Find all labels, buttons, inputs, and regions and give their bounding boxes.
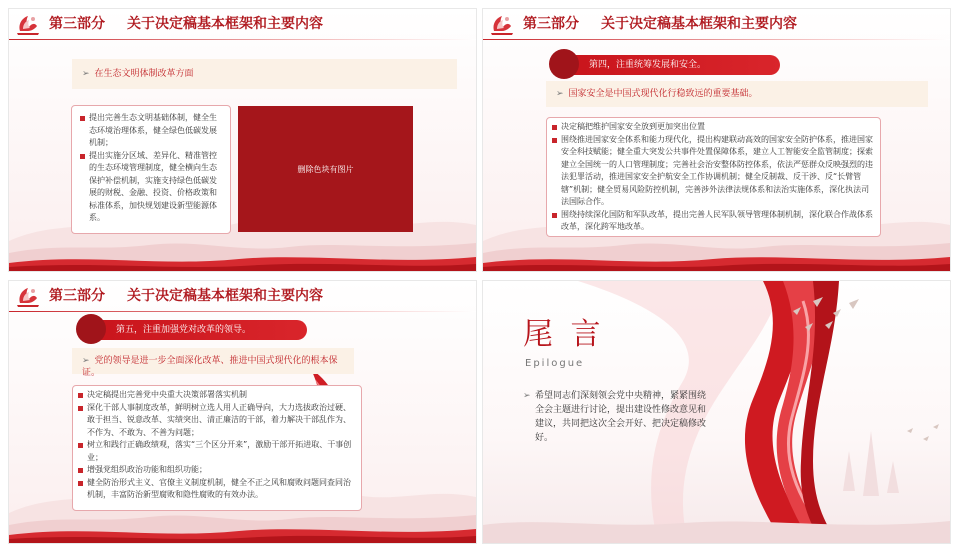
slide-header — [9, 9, 476, 39]
bullet-item: 提出完善生态文明基础体制，健全生态环境治理体系，健全绿色低碳发展机制； — [80, 112, 224, 150]
bullet-box — [71, 105, 231, 234]
header-topic: 关于决定稿基本框架和主要内容 — [127, 16, 323, 32]
note-bar — [546, 81, 928, 107]
header-title — [49, 287, 323, 305]
note-text: 党的领导是进一步全面深化改革、推进中国式现代化的根本保证。 — [82, 356, 338, 378]
slide-security[interactable] — [483, 9, 950, 271]
section-pill — [553, 55, 780, 75]
slide-header — [483, 9, 950, 39]
arrow-icon: ➢ — [556, 89, 564, 99]
bullet-box — [72, 385, 362, 511]
note-text: 在生态文明体制改革方面 — [94, 69, 194, 79]
bullet-item: 健全防治形式主义、官僚主义制度机制，健全不正之风和腐败问题同查同治机制，丰富防治新型腐败和隐性腐败的有效办法。 — [78, 477, 356, 502]
party-logo-icon — [14, 284, 42, 308]
section-pill — [80, 320, 307, 340]
header-divider — [483, 39, 950, 40]
header-part-label: 第三部分 — [523, 16, 579, 32]
bullet-item: 增强党组织政治功能和组织功能； — [78, 464, 356, 477]
monument-badge-icon — [549, 49, 579, 79]
birds-icon — [903, 421, 943, 451]
header-title — [523, 15, 797, 33]
header-divider — [9, 39, 476, 40]
slide-epilogue[interactable] — [483, 281, 950, 543]
bullet-box — [546, 117, 881, 237]
bullet-item: 提出实施分区域、差异化、精准管控的生态环境管理制度，健全横向生态保护补偿机制，实施支持绿色低碳发展的财税、金融、投资、价格政策和标准体系，加快规划建设新型能源体系。 — [80, 150, 224, 225]
bullet-item: 决定稿提出完善党中央重大决策部署落实机制 — [78, 389, 356, 402]
epilogue-body — [523, 389, 706, 445]
slide-leadership[interactable] — [9, 281, 476, 543]
party-logo-icon — [488, 12, 516, 36]
monument-badge-icon — [76, 314, 106, 344]
epilogue-title: 尾 言 — [523, 317, 605, 352]
arrow-icon: ➢ — [82, 69, 90, 79]
note-bar — [72, 348, 354, 378]
bullet-item: 深化干部人事制度改革，鲜明树立选人用人正确导向，大力选拔政治过硬、敢于担当、锐意改革、实绩突出、清正廉洁的干部，着力解决干部乱作为、不作为、不敢为、不善为问题； — [78, 402, 356, 440]
note-bar — [72, 59, 457, 89]
image-placeholder[interactable]: 删除色块有图片 — [238, 106, 413, 232]
pill-text: 第五，注重加强党对改革的领导。 — [116, 325, 252, 335]
bullet-item: 决定稿把维护国家安全放到更加突出位置 — [552, 121, 875, 134]
slide-header — [9, 281, 476, 311]
bullet-item: 树立和践行正确政绩观，落实“三个区分开来”，激励干部开拓进取、干事创业； — [78, 439, 356, 464]
header-part-label: 第三部分 — [49, 16, 105, 32]
header-topic: 关于决定稿基本框架和主要内容 — [601, 16, 797, 32]
bullet-item: 围绕持续深化国防和军队改革，提出完善人民军队领导管理体制机制，深化联合作战体系改革，深化跨军地改革。 — [552, 209, 875, 234]
epilogue-body-text: 希望同志们深刻领会党中央精神，紧紧围绕全会主题进行讨论，提出建设性修改意见和建议，共同把这次全会开好、把决定稿修改好。 — [535, 391, 707, 443]
bullet-item: 围绕推进国家安全体系和能力现代化，提出构建联动高效的国家安全防护体系，推进国家安全科技赋能；健全重大突发公共事件处置保障体系，建立人工智能安全监管制度；探索建立全国统一的人口管理制度；完善社会治安整体防控体系，依法严惩群众反映强烈的违法犯罪活动，推进国家安全护航安全工作协调机制；健全反制裁、反干涉、反“长臂管辖”机制；健全贸易风险防控机制，完善涉外法律法规体系和法治实施体系，深化执法司法国际合作。 — [552, 134, 875, 209]
note-text: 国家安全是中国式现代化行稳致远的重要基础。 — [568, 89, 758, 99]
doves-icon — [783, 291, 873, 341]
header-topic: 关于决定稿基本框架和主要内容 — [127, 288, 323, 304]
epilogue-subtitle: Epilogue — [525, 358, 585, 369]
slide-ecology[interactable] — [9, 9, 476, 271]
party-logo-icon — [14, 12, 42, 36]
header-part-label: 第三部分 — [49, 288, 105, 304]
header-title — [49, 15, 323, 33]
arrow-icon: ➢ — [523, 391, 531, 401]
header-divider — [9, 311, 476, 312]
arrow-icon: ➢ — [82, 356, 90, 366]
pill-text: 第四，注重统筹发展和安全。 — [589, 60, 707, 70]
